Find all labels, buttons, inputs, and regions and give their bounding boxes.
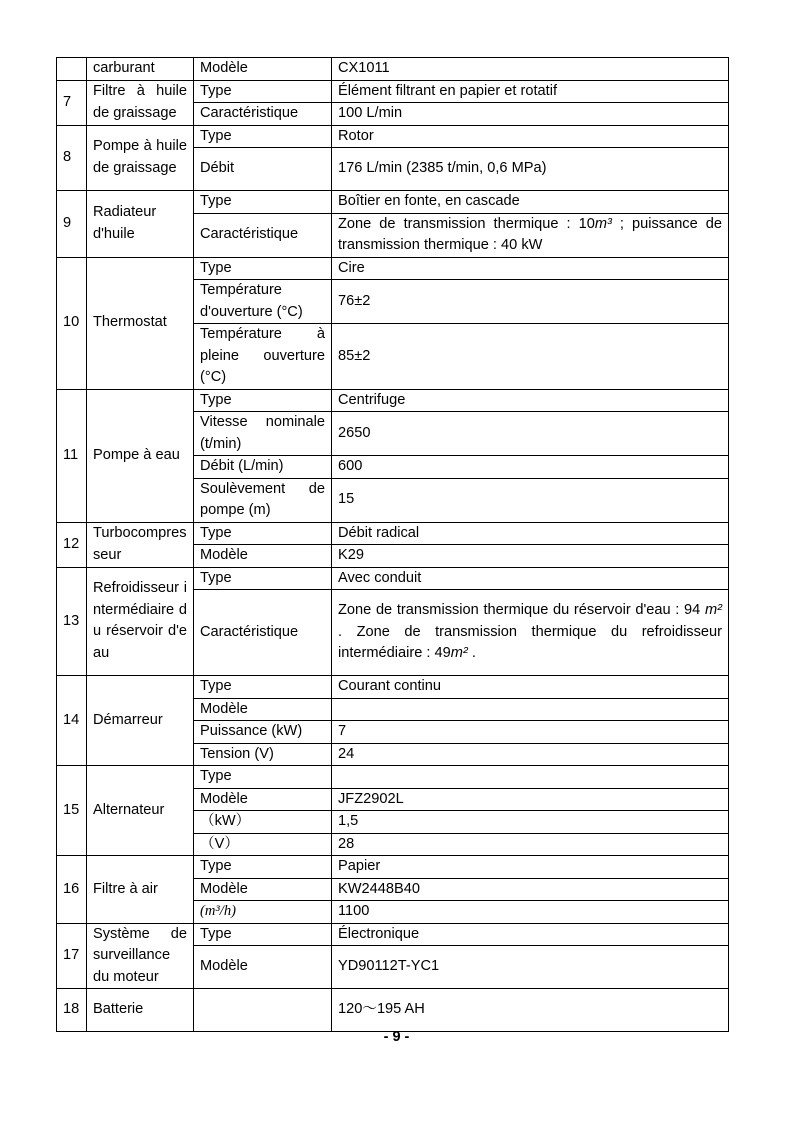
component-name: Pompe à eau bbox=[87, 389, 194, 522]
parameter-label bbox=[194, 901, 332, 924]
row-number: 9 bbox=[57, 191, 87, 258]
parameter-label: Caractéristique bbox=[194, 213, 332, 257]
table-row bbox=[57, 80, 729, 103]
parameter-value: Élément filtrant en papier et rotatif bbox=[332, 80, 729, 103]
parameter-label: Type bbox=[194, 676, 332, 699]
table-row bbox=[57, 923, 729, 946]
row-number: 12 bbox=[57, 522, 87, 567]
unit-m2: m² bbox=[450, 645, 468, 662]
parameter-value: 120～195 AH bbox=[332, 989, 729, 1032]
component-name: Radiateur d'huile bbox=[87, 191, 194, 258]
parameter-value: 2650 bbox=[332, 412, 729, 456]
parameter-label: Type bbox=[194, 389, 332, 412]
parameter-label: Modèle bbox=[194, 698, 332, 721]
component-name: Filtre à huile de graissage bbox=[87, 80, 194, 125]
parameter-label: Modèle bbox=[194, 58, 332, 81]
parameter-label: Tension (V) bbox=[194, 743, 332, 766]
component-name: carburant bbox=[87, 58, 194, 81]
parameter-label: Température à pleine ouverture (°C) bbox=[194, 324, 332, 390]
component-name: Système de surveillance du moteur bbox=[87, 923, 194, 989]
row-number: 18 bbox=[57, 989, 87, 1032]
parameter-label: Vitesse nominale (t/min) bbox=[194, 412, 332, 456]
parameter-value: Zone de transmission thermique : 10m³ ; puissance de transmission thermique : 40 kW bbox=[332, 213, 729, 257]
row-number: 17 bbox=[57, 923, 87, 989]
parameter-value: 176 L/min (2385 t/min, 0,6 MPa) bbox=[332, 148, 729, 191]
parameter-value: K29 bbox=[332, 545, 729, 568]
table-row bbox=[57, 676, 729, 699]
parameter-value: Papier bbox=[332, 856, 729, 879]
page-number: - 9 - bbox=[383, 1029, 410, 1045]
component-name: Pompe à huile de graissage bbox=[87, 125, 194, 191]
parameter-value: Zone de transmission thermique du réservoir d'eau : 94 m² . Zone de transmission thermique du refroidisseur intermédiaire : 49m² . bbox=[332, 590, 729, 676]
parameter-value: Électronique bbox=[332, 923, 729, 946]
parameter-value: 24 bbox=[332, 743, 729, 766]
parameter-value bbox=[332, 698, 729, 721]
parameter-value: Rotor bbox=[332, 125, 729, 148]
row-number: 15 bbox=[57, 766, 87, 856]
parameter-label: Débit bbox=[194, 148, 332, 191]
table-row bbox=[57, 567, 729, 590]
parameter-label: Type bbox=[194, 80, 332, 103]
parameter-value bbox=[332, 766, 729, 789]
parameter-label: Type bbox=[194, 191, 332, 214]
parameter-label: Modèle bbox=[194, 878, 332, 901]
unit-m3-per-h: (m³/h) bbox=[200, 903, 236, 919]
parameter-value: 28 bbox=[332, 833, 729, 856]
parameter-value: 85±2 bbox=[332, 324, 729, 390]
parameter-value: Avec conduit bbox=[332, 567, 729, 590]
component-name: Alternateur bbox=[87, 766, 194, 856]
parameter-label: Type bbox=[194, 567, 332, 590]
row-number: 13 bbox=[57, 567, 87, 676]
table-row bbox=[57, 856, 729, 879]
parameter-label: Débit (L/min) bbox=[194, 456, 332, 479]
table-row bbox=[57, 522, 729, 545]
component-name: Démarreur bbox=[87, 676, 194, 766]
parameter-value: YD90112T-YC1 bbox=[332, 946, 729, 989]
parameter-label: Type bbox=[194, 856, 332, 879]
parameter-label: Modèle bbox=[194, 946, 332, 989]
parameter-value: KW2448B40 bbox=[332, 878, 729, 901]
parameter-label: Modèle bbox=[194, 545, 332, 568]
table-row bbox=[57, 125, 729, 148]
parameter-value: 7 bbox=[332, 721, 729, 744]
parameter-label: Caractéristique bbox=[194, 590, 332, 676]
parameter-label bbox=[194, 989, 332, 1032]
parameter-label: Type bbox=[194, 125, 332, 148]
row-number: 11 bbox=[57, 389, 87, 522]
table-row bbox=[57, 58, 729, 81]
row-number: 14 bbox=[57, 676, 87, 766]
parameter-label: Type bbox=[194, 923, 332, 946]
parameter-value: Débit radical bbox=[332, 522, 729, 545]
row-number: 10 bbox=[57, 257, 87, 389]
parameter-value: 1,5 bbox=[332, 811, 729, 834]
parameter-label: Type bbox=[194, 766, 332, 789]
parameter-label: Caractéristique bbox=[194, 103, 332, 126]
table-row bbox=[57, 389, 729, 412]
unit-m2: m² bbox=[704, 602, 722, 619]
row-number: 16 bbox=[57, 856, 87, 924]
parameter-value: Courant continu bbox=[332, 676, 729, 699]
parameter-value: 600 bbox=[332, 456, 729, 479]
component-name: Filtre à air bbox=[87, 856, 194, 924]
component-name: Thermostat bbox=[87, 257, 194, 389]
parameter-value: JFZ2902L bbox=[332, 788, 729, 811]
parameter-value: Cire bbox=[332, 257, 729, 280]
unit-m3: m³ bbox=[594, 215, 612, 232]
table-row bbox=[57, 766, 729, 789]
component-name: Batterie bbox=[87, 989, 194, 1032]
parameter-label: （kW） bbox=[194, 811, 332, 834]
row-number: 7 bbox=[57, 80, 87, 125]
parameter-value: 76±2 bbox=[332, 280, 729, 324]
row-number-cell bbox=[57, 58, 87, 81]
parameter-label: Type bbox=[194, 257, 332, 280]
table-row bbox=[57, 989, 729, 1032]
spec-table bbox=[56, 57, 729, 1032]
table-row bbox=[57, 257, 729, 280]
parameter-value: Boîtier en fonte, en cascade bbox=[332, 191, 729, 214]
parameter-value: 100 L/min bbox=[332, 103, 729, 126]
parameter-label: （V） bbox=[194, 833, 332, 856]
parameter-label: Type bbox=[194, 522, 332, 545]
parameter-label: Soulèvement de pompe (m) bbox=[194, 478, 332, 522]
table-row bbox=[57, 191, 729, 214]
parameter-value: 1100 bbox=[332, 901, 729, 924]
parameter-value: Centrifuge bbox=[332, 389, 729, 412]
component-name: Turbocompresseur bbox=[87, 522, 194, 567]
parameter-value: 15 bbox=[332, 478, 729, 522]
parameter-label: Puissance (kW) bbox=[194, 721, 332, 744]
parameter-label: Température d'ouverture (°C) bbox=[194, 280, 332, 324]
row-number: 8 bbox=[57, 125, 87, 191]
component-name: Refroidisseur intermédiaire du réservoir d'eau bbox=[87, 567, 194, 676]
parameter-value: CX1011 bbox=[332, 58, 729, 81]
parameter-label: Modèle bbox=[194, 788, 332, 811]
